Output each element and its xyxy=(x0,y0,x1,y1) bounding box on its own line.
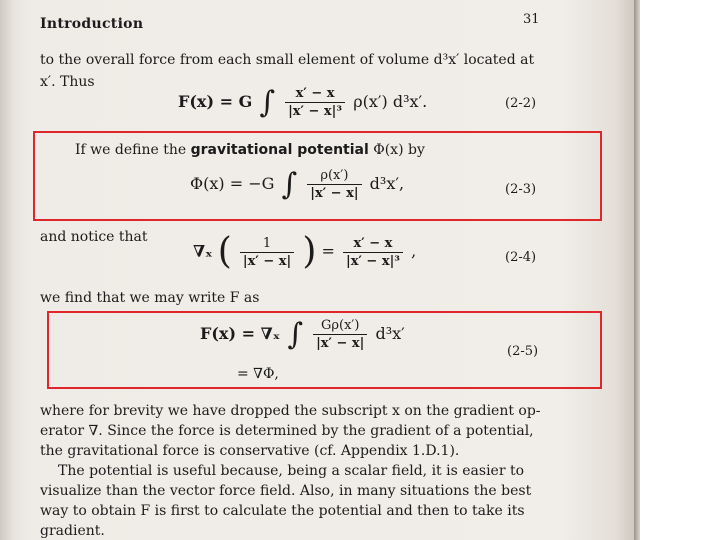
paragraph-line: visualize than the vector force field. Also, in many situations the best xyxy=(40,483,532,499)
fraction-numerator: x′ − x xyxy=(353,235,393,251)
equation-2-3 xyxy=(190,168,404,201)
integral-sign: ∫ xyxy=(281,166,298,202)
integral-sign: ∫ xyxy=(287,316,303,352)
paragraph-line: and notice that xyxy=(40,229,148,245)
paragraph-line: to the overall force from each small element of volume d³x′ located at xyxy=(40,52,535,68)
equation-number: (2-3) xyxy=(505,182,537,197)
fraction xyxy=(285,86,345,119)
equation-lhs: F(x) = G xyxy=(178,92,253,111)
fraction xyxy=(240,236,294,269)
equation-number: (2-4) xyxy=(505,250,537,265)
equation-2-2 xyxy=(178,86,427,119)
fraction xyxy=(343,236,403,269)
paragraph-line: x′. Thus xyxy=(40,74,95,90)
equation-tail: d³x′, xyxy=(369,174,405,193)
equation-tail: , xyxy=(411,241,417,261)
paragraph-line: where for brevity we have dropped the subscript x on the gradient op- xyxy=(40,403,541,419)
equals-sign: = xyxy=(321,241,335,261)
equation-2-4 xyxy=(193,231,417,272)
fraction-denominator: |x′ − x|³ xyxy=(285,102,345,119)
equation-number: (2-5) xyxy=(507,344,539,359)
fraction-denominator: |x′ − x| xyxy=(313,334,367,351)
equation-tail: d³x′ xyxy=(375,324,405,343)
integral-sign: ∫ xyxy=(259,84,275,120)
definition-prefix: If we define the xyxy=(75,142,187,158)
page-number: 31 xyxy=(523,12,540,27)
fraction-numerator: Gρ(x′) xyxy=(321,318,360,333)
fraction-denominator: |x′ − x| xyxy=(240,252,294,269)
right-paren: ) xyxy=(302,231,317,272)
equation-lhs: F(x) = ∇ₓ xyxy=(200,324,281,343)
term-gravitational-potential: gravitational potential xyxy=(190,142,369,158)
equation-lhs: ∇ₓ xyxy=(193,241,213,261)
paragraph-line: erator ∇. Since the force is determined by the gradient of a potential, xyxy=(40,423,534,439)
paragraph-line: way to obtain F is first to calculate the potential and then to take its xyxy=(40,503,525,519)
equation-2-5 xyxy=(200,318,405,351)
paragraph-line: gradient. xyxy=(40,523,105,539)
fraction xyxy=(313,318,367,351)
left-paren: ( xyxy=(217,231,232,272)
fraction-numerator: x′ − x xyxy=(295,86,335,101)
fraction-denominator: |x′ − x|³ xyxy=(343,252,403,269)
definition-suffix: Φ(x) by xyxy=(373,142,425,158)
page-edge-shadow xyxy=(634,0,640,540)
equation-lhs: Φ(x) = −G xyxy=(190,174,275,193)
fraction-denominator: |x′ − x| xyxy=(307,184,361,201)
paragraph-line: we find that we may write F as xyxy=(40,290,260,306)
definition-line xyxy=(75,142,425,158)
paragraph-line: the gravitational force is conservative (cf. Appendix 1.D.1). xyxy=(40,443,460,459)
paragraph-line: The potential is useful because, being a scalar field, it is easier to xyxy=(58,463,525,479)
fraction-numerator: ρ(x′) xyxy=(320,168,349,183)
fraction-numerator: 1 xyxy=(262,235,272,251)
fraction xyxy=(307,168,361,201)
running-head: Introduction xyxy=(40,16,144,32)
equation-continuation: = ∇Φ, xyxy=(237,366,279,382)
equation-number: (2-2) xyxy=(505,96,537,111)
equation-tail: ρ(x′) d³x′. xyxy=(353,92,428,111)
